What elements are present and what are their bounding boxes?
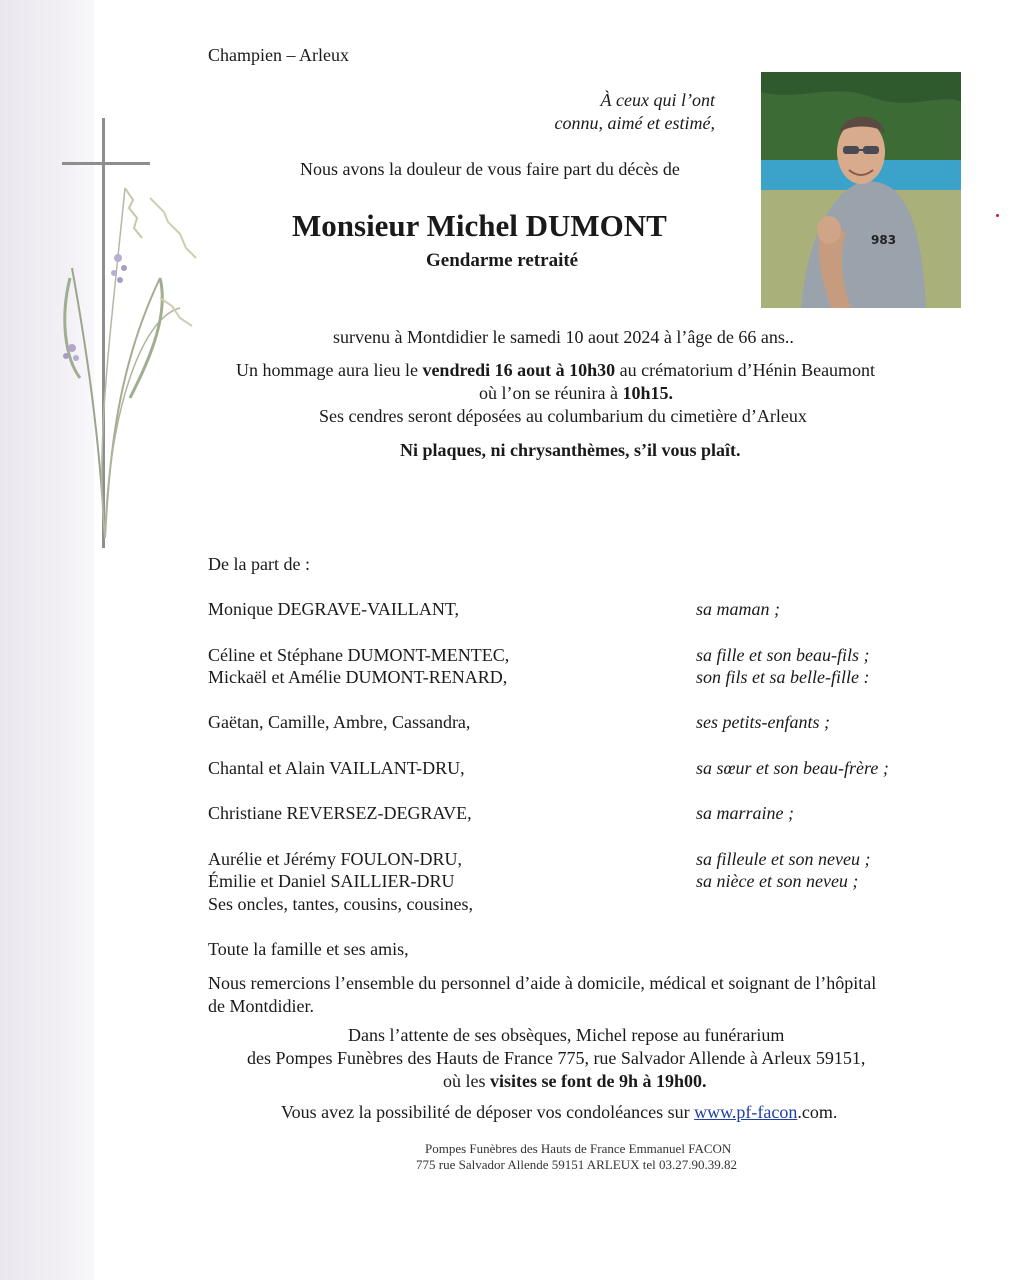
announcement: Nous avons la douleur de vous faire part du décès de xyxy=(300,159,680,179)
family-relation: sa filleule et son neveu ; xyxy=(696,849,871,869)
family-intro: De la part de : xyxy=(208,554,310,574)
family-relation: sa maman ; xyxy=(696,599,780,619)
family-relation: sa fille et son beau-fils ; xyxy=(696,645,870,665)
portrait-photo xyxy=(761,72,961,308)
death-info: survenu à Montdidier le samedi 10 aout 2024 à l’âge de 66 ans.. xyxy=(333,327,794,347)
cross-wheat-icon xyxy=(50,118,240,558)
dedication-line-1: À ceux qui l’ont xyxy=(600,90,715,110)
family-name: Mickaël et Amélie DUMONT-RENARD, xyxy=(208,667,508,687)
dedication-line-2: connu, aimé et estimé, xyxy=(554,113,715,133)
ink-dot xyxy=(996,214,999,217)
visitation-pre: où les xyxy=(443,1071,486,1091)
condolences-line xyxy=(281,1101,837,1123)
gather-time: 10h15. xyxy=(622,383,673,403)
visitation-hours: visites se font de 9h à 19h00. xyxy=(490,1071,707,1091)
visitation-line-2: des Pompes Funèbres des Hauts de France 775, rue Salvador Allende à Arleux 59151, xyxy=(247,1048,866,1068)
family-relation: sa marraine ; xyxy=(696,803,794,823)
svg-text:983: 983 xyxy=(871,233,897,247)
gather-line xyxy=(479,382,673,404)
deceased-name: Monsieur Michel DUMONT xyxy=(292,208,667,243)
visitation-line-3 xyxy=(443,1070,707,1092)
condolences-text: Vous avez la possibilité de déposer vos condoléances sur xyxy=(281,1102,690,1122)
ceremony-line xyxy=(236,359,875,381)
family-name: Gaëtan, Camille, Ambre, Cassandra, xyxy=(208,712,471,732)
family-name: Chantal et Alain VAILLANT-DRU, xyxy=(208,758,465,778)
deceased-title: Gendarme retraité xyxy=(426,250,579,271)
ceremony-date-time: vendredi 16 aout à 10h30 xyxy=(422,360,616,380)
family-name: Céline et Stéphane DUMONT-MENTEC, xyxy=(208,645,510,665)
gather-text: où l’on se réunira à xyxy=(479,383,618,403)
family-relation: sa nièce et son neveu ; xyxy=(696,871,859,891)
location-header: Champien – Arleux xyxy=(208,45,349,65)
visitation-line-1: Dans l’attente de ses obsèques, Michel repose au funérarium xyxy=(348,1025,785,1045)
family-relation: sa sœur et son beau-frère ; xyxy=(696,758,889,778)
family-name: Aurélie et Jérémy FOULON-DRU, xyxy=(208,849,462,869)
condolences-suffix: .com. xyxy=(797,1102,838,1122)
family-name: Ses oncles, tantes, cousins, cousines, xyxy=(208,894,473,914)
thanks-line-1: Nous remercions l’ensemble du personnel d’aide à domicile, médical et soignant de l’hôpital xyxy=(208,973,877,993)
family-closing: Toute la famille et ses amis, xyxy=(208,939,409,959)
family-name: Christiane REVERSEZ-DEGRAVE, xyxy=(208,803,472,823)
family-name: Monique DEGRAVE-VAILLANT, xyxy=(208,599,459,619)
ashes-line: Ses cendres seront déposées au columbarium du cimetière d’Arleux xyxy=(319,406,807,426)
footer-line-1: Pompes Funèbres des Hauts de France Emmanuel FACON xyxy=(425,1141,732,1156)
thanks-line-2: de Montdidier. xyxy=(208,996,314,1016)
no-flowers: Ni plaques, ni chrysanthèmes, s’il vous plaît. xyxy=(400,440,741,460)
family-relation: son fils et sa belle-fille : xyxy=(696,667,870,687)
condolences-link[interactable]: www.pf-facon xyxy=(694,1102,798,1122)
ceremony-place: au crématorium d’Hénin Beaumont xyxy=(619,360,876,380)
ceremony-intro: Un hommage aura lieu le xyxy=(236,360,418,380)
family-name: Émilie et Daniel SAILLIER-DRU xyxy=(208,871,455,891)
footer-line-2: 775 rue Salvador Allende 59151 ARLEUX tel 03.27.90.39.82 xyxy=(416,1157,737,1172)
family-relation: ses petits-enfants ; xyxy=(696,712,830,732)
